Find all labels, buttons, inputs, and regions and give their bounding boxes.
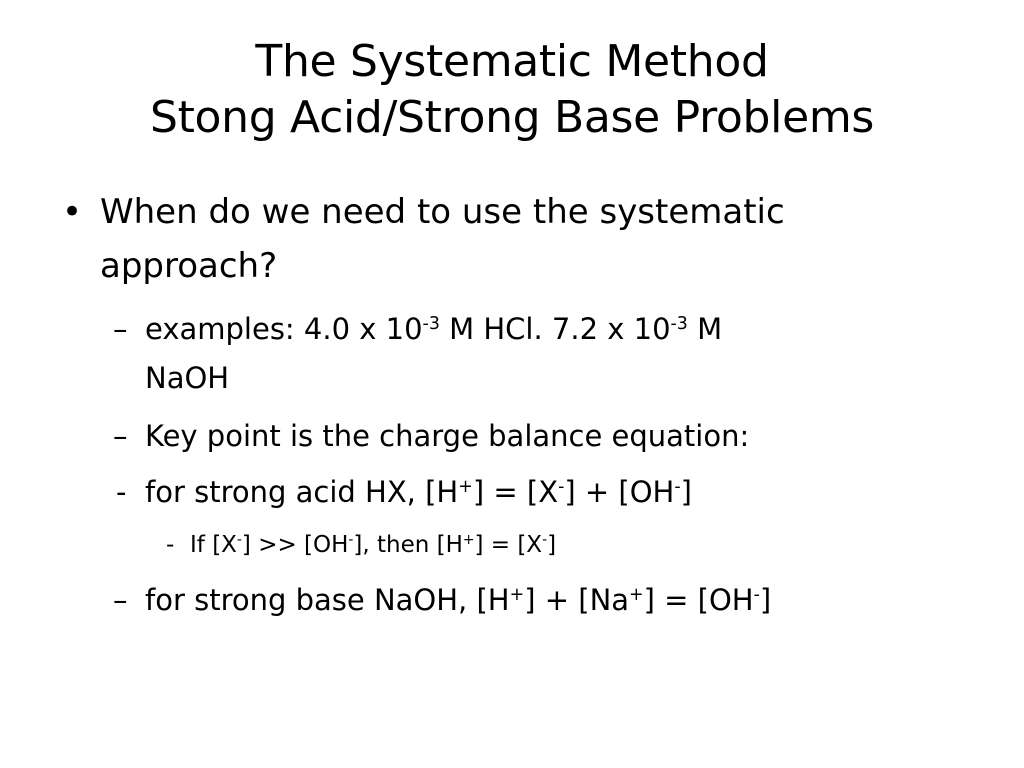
condition-sup-1: - <box>236 532 242 549</box>
title-line-1: The Systematic Method <box>255 36 769 87</box>
examples-exponent-2: -3 <box>670 314 688 335</box>
condition-sup-2: - <box>348 532 354 549</box>
strong-acid-text-3: ] + [OH <box>564 475 675 509</box>
bullet-main-line-2: approach? <box>100 246 278 286</box>
examples-text-3: M <box>687 312 723 346</box>
condition-sup-3: + <box>462 532 475 549</box>
strong-acid-sup-1: + <box>458 477 473 498</box>
examples-text-1: examples: 4.0 x 10 <box>145 312 423 346</box>
bullet-examples-line-2: NaOH <box>145 361 230 395</box>
title-line-2: Stong Acid/Strong Base Problems <box>149 92 875 143</box>
examples-exponent-1: -3 <box>422 314 440 335</box>
strong-acid-sup-2: - <box>558 477 565 498</box>
dash-marker: – <box>113 583 128 617</box>
strong-acid-sup-3: - <box>674 477 681 498</box>
hyphen-marker: - <box>116 475 127 509</box>
condition-text-3: ], then [H <box>353 532 463 558</box>
condition-text-4: ] = [X <box>474 532 543 558</box>
bullet-condition-text <box>190 530 556 560</box>
dash-marker: – <box>113 419 128 453</box>
strong-acid-text-1: for strong acid HX, [H <box>145 475 459 509</box>
bullet-main-line-1: When do we need to use the systematic <box>100 192 785 232</box>
condition-text-5: ] <box>547 532 557 558</box>
bullet-marker: • <box>62 192 83 232</box>
bullet-key-point-text: Key point is the charge balance equation: <box>145 419 750 453</box>
examples-text-2: M HCl. 7.2 x 10 <box>439 312 671 346</box>
strong-base-text-3: ] = [OH <box>643 583 754 617</box>
strong-base-text-2: ] + [Na <box>524 583 630 617</box>
bullet-strong-acid-text <box>145 472 692 512</box>
strong-acid-text-4: ] <box>680 475 692 509</box>
strong-acid-text-2: ] = [X <box>472 475 559 509</box>
strong-base-sup-2: + <box>629 585 644 606</box>
strong-base-sup-1: + <box>509 585 525 606</box>
strong-base-text-1: for strong base NaOH, [H <box>145 583 510 617</box>
condition-sup-4: - <box>542 532 548 549</box>
condition-text-2: ] >> [OH <box>241 532 349 558</box>
condition-text-1: If [X <box>190 532 237 558</box>
hyphen-marker: - <box>166 532 175 558</box>
strong-base-text-4: ] <box>759 583 772 617</box>
slide-title <box>0 34 1024 146</box>
strong-base-sup-3: - <box>753 585 760 606</box>
bullet-strong-base-text <box>145 580 771 620</box>
bullet-examples-line-1 <box>145 309 722 349</box>
dash-marker: – <box>113 312 128 346</box>
